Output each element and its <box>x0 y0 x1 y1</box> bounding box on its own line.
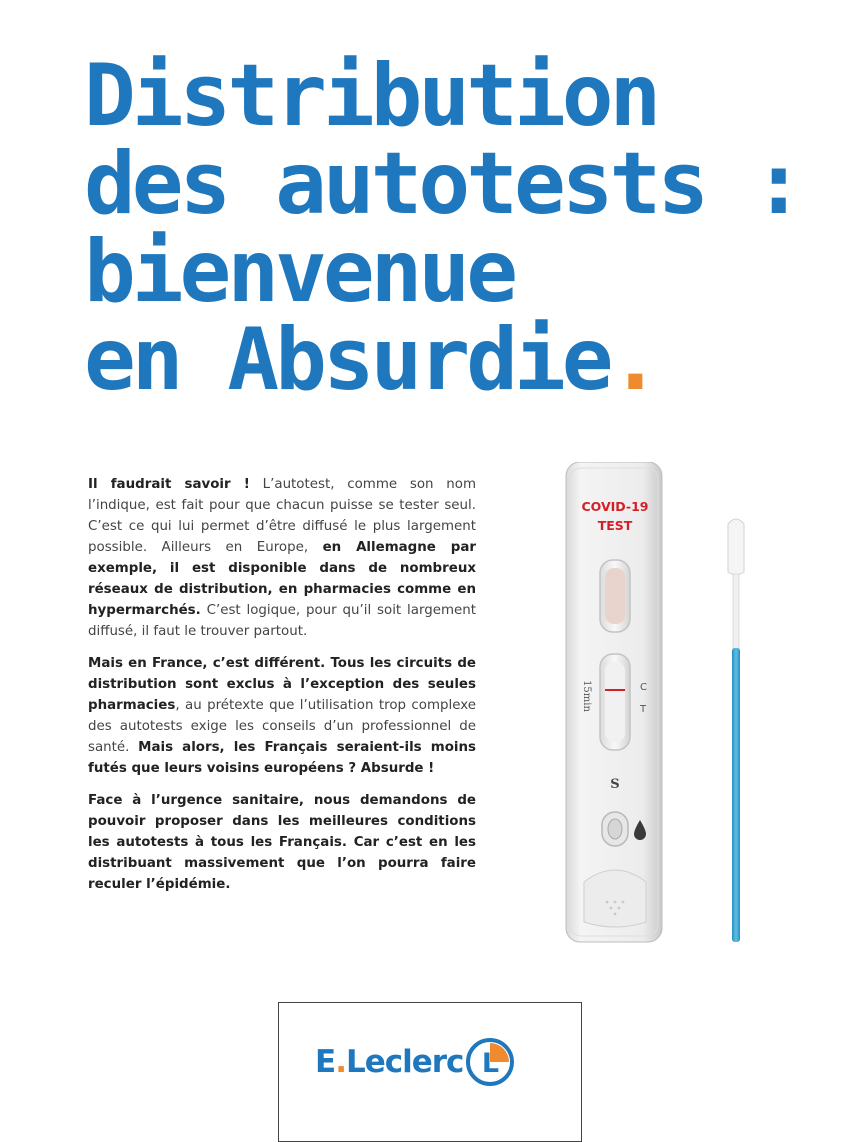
logo-frame <box>278 1002 582 1142</box>
headline-line-4 <box>84 310 844 410</box>
paragraph-3-bold-all: Face à l’urgence sanitaire, nous demandons de pouvoir proposer dans les meilleures conditions les autotests à tous les Français. Car c’est en les distribuant massivement que l’on pourra faire reculer l’épidémie. <box>88 793 476 892</box>
paragraph-2-bold-end: Mais alors, les Français seraient-ils moins futés que leurs voisins européens ? Absurde ! <box>88 740 476 776</box>
paragraph-1-bold-mid: en Allemagne par exemple, il est disponible dans de nombreux réseaux de distribution, en pharmacies comme en hypermarchés. <box>88 540 476 618</box>
paragraph-2-text-a: , au prétexte que l’utilisation trop complexe des autotests exige les conseils d’un professionnel de santé. <box>88 698 476 755</box>
test-time-label: 15min <box>581 680 592 712</box>
article-body <box>88 474 476 906</box>
headline-line-3: bienvenue <box>84 222 514 322</box>
test-t-label: T <box>640 704 647 715</box>
leclerc-logo <box>315 1037 515 1087</box>
headline-line-4-text: en Absurdie <box>84 310 610 410</box>
paragraph-1-bold-lead: Il faudrait savoir ! <box>88 477 250 492</box>
test-s-label: S <box>610 777 620 792</box>
logo-text-e: E <box>315 1044 336 1080</box>
paragraph-1 <box>88 474 476 642</box>
headline-dot: . <box>609 310 658 410</box>
test-label-line-2: TEST <box>597 518 633 533</box>
paragraph-1-text-b: C’est logique, pour qu’il soit largement diffusé, il faut le trouver partout. <box>88 603 476 639</box>
paragraph-3 <box>88 790 476 895</box>
test-label-line-1: COVID-19 <box>581 499 649 514</box>
logo-dot: . <box>335 1044 346 1080</box>
logo-text-leclerc: Leclerc <box>345 1044 464 1080</box>
headline-line-1: Distribution <box>84 46 658 146</box>
paragraph-2-bold-lead: Mais en France, c’est différent. Tous les circuits de distribution sont exclus à l’exception des seules pharmacies <box>88 656 476 713</box>
headline <box>84 46 844 410</box>
test-c-label: C <box>640 682 647 693</box>
swab-image <box>716 514 756 946</box>
covid-test-cassette-image <box>560 462 670 948</box>
test-cassette-icon <box>560 462 670 948</box>
swab-icon <box>716 514 756 946</box>
paragraph-1-text-a: L’autotest, comme son nom l’indique, est fait pour que chacun puisse se tester seul. C’est ce qui lui permet d’être diffusé le plus largement possible. Ailleurs en Europe, <box>88 477 476 555</box>
leclerc-l-mark-icon <box>465 1037 515 1087</box>
headline-line-2: des autotests : <box>84 134 801 234</box>
paragraph-2 <box>88 653 476 779</box>
logo-mark-letter: L <box>482 1048 499 1079</box>
